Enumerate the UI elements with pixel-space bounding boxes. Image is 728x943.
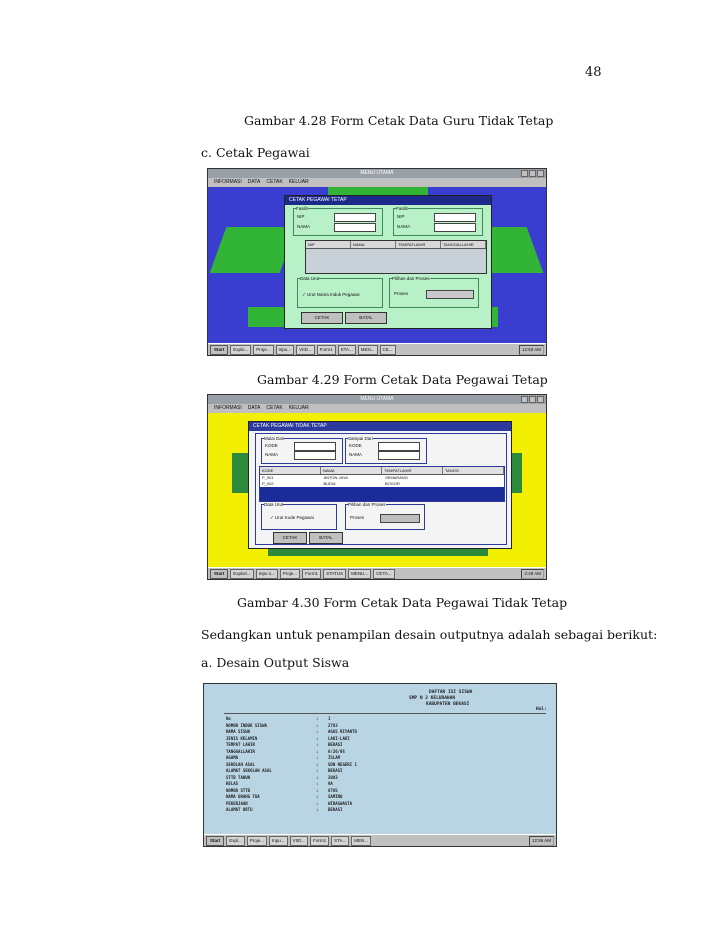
group-pilihan-proses-label: Pilihan dan Proses <box>348 502 386 507</box>
menu-cetak[interactable]: CETAK <box>266 405 283 411</box>
start-button[interactable]: Start <box>210 569 228 579</box>
row-label: ALAMAT ORTU <box>226 807 253 812</box>
group-pilihan-proses <box>389 278 479 308</box>
group-from-label: Fasilit <box>296 206 308 211</box>
row-label: STTB TAHUN <box>226 774 251 780</box>
group-data-urut <box>261 504 337 530</box>
start-button[interactable]: Start <box>210 345 228 355</box>
taskbar-item[interactable]: Form1 <box>317 345 336 355</box>
label-nama-from: NAMA <box>297 224 311 229</box>
cetak-button[interactable]: CETAK <box>273 532 307 544</box>
row-label: KELAS <box>226 781 239 786</box>
row-value: BEKASI <box>328 742 343 747</box>
grid-col-tanggallahir: TANGGALLAHIR <box>441 241 486 248</box>
window-title: MENU UTAMA <box>208 169 546 178</box>
taskbar-item[interactable]: MENU... <box>348 569 371 579</box>
pegawai-grid[interactable] <box>259 466 505 502</box>
taskbar <box>208 343 546 355</box>
row-value: ISLAM <box>328 755 341 760</box>
row-label: NAMA SISWA <box>226 729 251 734</box>
grid-col-tempatlahir: TEMPATLAHIR <box>382 467 443 474</box>
row-colon: : <box>316 807 319 812</box>
row-value: BEKASI <box>328 768 343 773</box>
report-screen <box>204 684 556 835</box>
grid-col-nama: NAMA <box>351 241 396 248</box>
taskbar-item[interactable]: STATUS <box>323 569 346 579</box>
group-from <box>261 438 343 464</box>
taskbar <box>204 834 556 846</box>
caption-fig-4-30: Gambar 4.30 Form Cetak Data Pegawai Tidak Tetap <box>237 595 568 610</box>
grid-col-nip: NIP <box>306 241 351 248</box>
row-label: NAMA ORANG TUA <box>226 794 260 799</box>
label-kode-to: KODE <box>349 443 362 448</box>
group-data-urut <box>297 278 383 308</box>
nama-from-input[interactable] <box>294 451 336 460</box>
row-value: 9A <box>328 781 333 786</box>
window-controls <box>521 170 544 177</box>
report-title-line-1: DAFTAR ISI SISWA <box>429 690 473 695</box>
dialog-title: CETAK PEGAWAI TETAP <box>285 196 491 205</box>
label-nama-to: NAMA <box>397 224 411 229</box>
screenshot-cetak-pegawai-tetap <box>207 168 547 356</box>
nama-from-input[interactable] <box>334 223 376 232</box>
menu-keluar[interactable]: KELUAR <box>288 179 309 185</box>
taskbar-item[interactable]: Proje... <box>253 345 273 355</box>
menu-informasi[interactable]: INFORMASI <box>214 179 242 185</box>
kode-to-input[interactable] <box>378 442 420 451</box>
process-label: Proses <box>350 515 365 520</box>
taskbar-item[interactable]: Proje... <box>247 836 267 846</box>
taskbar-item[interactable]: Proje... <box>280 569 300 579</box>
grid-col-tanggal: TANGG <box>443 467 504 474</box>
row-colon: : <box>316 761 319 767</box>
row-value: 8765 <box>328 787 338 793</box>
cetak-button[interactable]: CETAK <box>301 312 343 324</box>
group-data-urut-label: Data Urut <box>264 502 284 507</box>
taskbar-item[interactable]: STA... <box>331 836 349 846</box>
window-controls <box>521 396 544 403</box>
row-value: 2003 <box>328 774 338 780</box>
taskbar-item[interactable]: Explori... <box>230 569 254 579</box>
label-nama-from: NAMA <box>265 452 279 457</box>
row-value: 2783 <box>328 722 338 728</box>
label-kode-from: KODE <box>265 443 278 448</box>
menu-informasi[interactable]: INFORMASI <box>214 405 242 411</box>
row-value: SDN NEGERI 1 <box>328 761 357 767</box>
taskbar-clock: 12:56 AM <box>529 836 554 846</box>
batal-button[interactable]: BATAL <box>309 532 343 544</box>
dialog-cetak-pegawai-tetap <box>284 195 492 329</box>
process-progress <box>380 514 420 523</box>
cell-tempatlahir: BOGOR <box>385 481 400 486</box>
row-colon: : <box>316 774 319 780</box>
intro-output-text: Sedangkan untuk penampilan desain outputnya adalah sebagai berikut: <box>201 627 658 642</box>
taskbar-item[interactable]: CE... <box>380 345 396 355</box>
cell-tempatlahir: SEMARANG <box>385 475 408 480</box>
group-pilihan-proses <box>345 504 425 530</box>
taskbar-item[interactable]: VIID... <box>296 345 315 355</box>
taskbar-item[interactable]: MEN... <box>358 345 378 355</box>
taskbar-item[interactable]: VIID... <box>290 836 309 846</box>
row-value: BEKASI <box>328 807 343 812</box>
report-title-line-2: SMP N 2 KELURAHAN <box>409 696 456 701</box>
group-pilihan-proses-label: Pilihan dan Proses <box>392 276 430 281</box>
menu-keluar[interactable]: KELUAR <box>288 405 309 411</box>
row-colon: : <box>316 781 319 786</box>
row-colon: : <box>316 748 319 754</box>
page-number: 48 <box>585 65 602 80</box>
sort-option[interactable]: ✓ Urut Kode Pegawai <box>270 515 314 520</box>
start-button[interactable]: Start <box>206 836 224 846</box>
sort-option[interactable]: ✓ Urut Nama Induk Pegawai <box>302 292 360 297</box>
label-nip-to: NIP <box>397 214 405 219</box>
menu-data[interactable]: DATA <box>247 179 261 185</box>
row-colon: : <box>316 768 319 773</box>
row-value: 1 <box>328 716 331 721</box>
row-colon: : <box>316 800 319 806</box>
dialog-cetak-pegawai-tidak-tetap <box>248 421 512 549</box>
menu-bar <box>208 178 546 187</box>
row-label: AGAMA <box>226 755 239 760</box>
row-colon: : <box>316 794 319 799</box>
sort-option-label: Urut Nama Induk Pegawai <box>307 292 360 297</box>
heading-desain-output-siswa: a. Desain Output Siswa <box>201 655 350 670</box>
row-colon: : <box>316 722 319 728</box>
row-colon: : <box>316 716 319 721</box>
caption-fig-4-29: Gambar 4.29 Form Cetak Data Pegawai Tetap <box>257 372 548 387</box>
row-value: SAMINO <box>328 794 343 799</box>
row-colon: : <box>316 755 319 760</box>
taskbar-item[interactable]: Form1 <box>310 836 329 846</box>
row-colon: : <box>316 729 319 734</box>
taskbar-clock: 2:49 AM <box>521 569 544 579</box>
taskbar-item[interactable]: Expl... <box>226 836 245 846</box>
row-label: No <box>226 716 231 721</box>
group-to-label: Sampai Dari <box>348 436 373 441</box>
taskbar-item[interactable]: MEN... <box>351 836 371 846</box>
group-data-urut-label: Data Urut <box>300 276 320 281</box>
nip-to-input[interactable] <box>434 213 476 222</box>
report-title-line-3: KABUPATEN BEKASI <box>426 702 470 707</box>
process-progress <box>426 290 474 299</box>
window-title: MENU UTAMA <box>208 395 546 404</box>
cell-nama: ANTON JAYA <box>323 475 348 480</box>
menu-cetak[interactable]: CETAK <box>266 179 283 185</box>
taskbar-item[interactable]: CETA... <box>373 569 394 579</box>
taskbar-item[interactable]: Inpu s... <box>256 569 278 579</box>
row-label: TEMPAT LAHIR <box>226 742 255 747</box>
report-page-label: Hal: <box>536 707 547 712</box>
taskbar-clock: 12:53 AM <box>519 345 544 355</box>
cell-kode: P_001 <box>262 475 274 480</box>
row-label: JENIS KELAMIN <box>226 735 258 741</box>
row-label: NOMOR STTB <box>226 787 251 793</box>
group-to-label: Fasilit <box>396 206 408 211</box>
group-to <box>345 438 427 464</box>
menu-data[interactable]: DATA <box>247 405 261 411</box>
table-row[interactable] <box>260 481 504 487</box>
row-colon: : <box>316 742 319 747</box>
taskbar <box>208 567 546 579</box>
taskbar-item[interactable]: STA... <box>338 345 356 355</box>
caption-fig-4-28: Gambar 4.28 Form Cetak Data Guru Tidak Tetap <box>244 113 554 128</box>
row-label: TANGGALLAHIR <box>226 748 255 754</box>
taskbar-item[interactable]: Explo... <box>230 345 251 355</box>
row-colon: : <box>316 735 319 741</box>
sort-option-label: Urut Kode Pegawai <box>275 515 314 520</box>
batal-button[interactable]: BATAL <box>345 312 387 324</box>
grid-col-tempatlahir: TEMPATLAHIR <box>396 241 441 248</box>
screenshot-output-siswa <box>203 683 557 847</box>
cell-nama: BUDIA <box>323 481 336 486</box>
group-from-label: Mulai Dari <box>264 436 285 441</box>
nama-to-input[interactable] <box>434 223 476 232</box>
row-label: SEKOLAH ASAL <box>226 761 255 767</box>
label-nip-from: NIP <box>297 214 305 219</box>
heading-cetak-pegawai: c. Cetak Pegawai <box>201 145 310 160</box>
taskbar-item[interactable]: Form1 <box>302 569 321 579</box>
report-divider <box>224 713 546 714</box>
grid-header <box>260 467 504 475</box>
nip-from-input[interactable] <box>334 213 376 222</box>
row-value: LAKI-LAKI <box>328 735 350 741</box>
row-label: NOMOR INDUK SISWA <box>226 722 267 728</box>
dialog-title: CETAK PEGAWAI TIDAK TETAP <box>249 422 511 431</box>
group-from <box>293 208 383 236</box>
grid-col-kode: KODE <box>260 467 321 474</box>
taskbar-item[interactable]: Inpu... <box>269 836 288 846</box>
cell-kode: P_002 <box>262 481 274 486</box>
row-value: WIRASWASTA <box>328 800 353 806</box>
row-colon: : <box>316 787 319 793</box>
kode-from-input[interactable] <box>294 442 336 451</box>
row-label: PEKERJAAN <box>226 800 248 806</box>
pegawai-grid[interactable] <box>305 240 487 274</box>
label-nama-to: NAMA <box>349 452 363 457</box>
screenshot-cetak-pegawai-tidak-tetap <box>207 394 547 580</box>
row-value: 6/26/95 <box>328 748 345 754</box>
nama-to-input[interactable] <box>378 451 420 460</box>
taskbar-item[interactable]: Inpu... <box>276 345 295 355</box>
grid-header <box>306 241 486 249</box>
menu-bar <box>208 404 546 413</box>
group-to <box>393 208 483 236</box>
row-value: AGUS RIYANTO <box>328 729 357 734</box>
row-label: ALAMAT SEKOLAH ASAL <box>226 768 272 773</box>
process-label: Proses <box>394 291 409 296</box>
grid-col-nama: NAMA <box>321 467 382 474</box>
